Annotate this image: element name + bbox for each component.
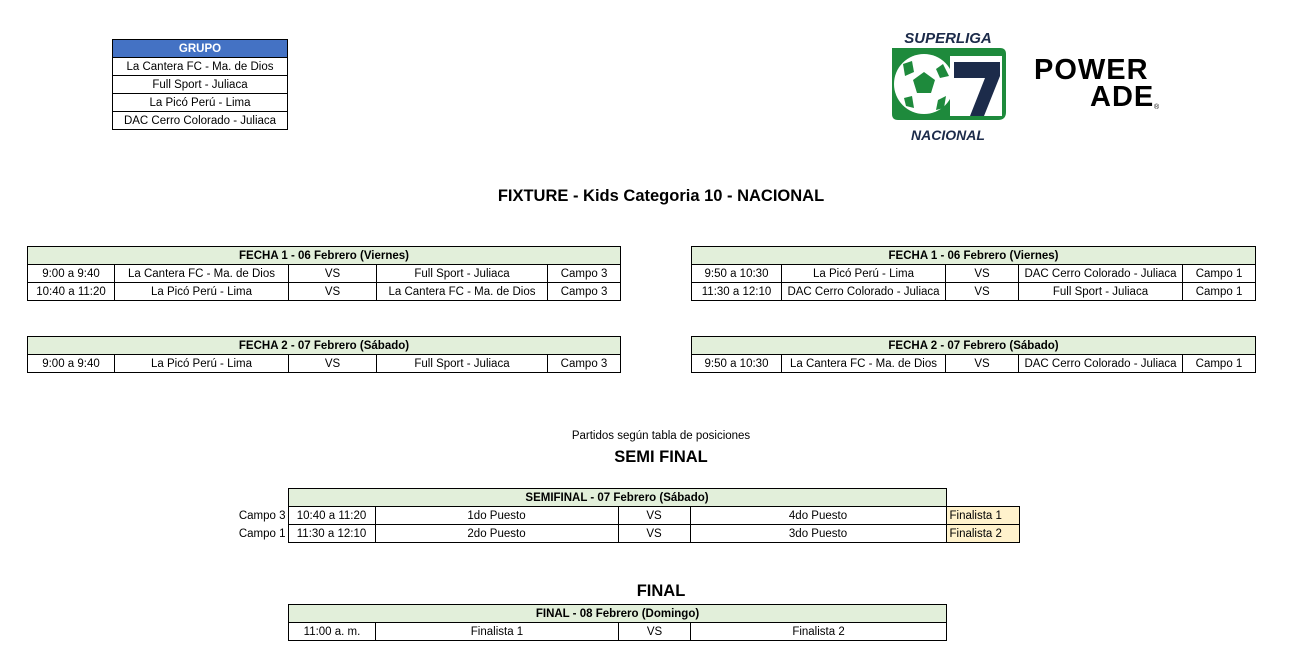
powerade-registered-mark: ® [1154, 104, 1160, 111]
match-time: 11:00 a. m. [289, 623, 376, 641]
away-team: Full Sport - Juliaca [377, 355, 548, 373]
away-team: Full Sport - Juliaca [1019, 283, 1183, 301]
home-team: La Picó Perú - Lima [115, 283, 289, 301]
home-team: La Cantera FC - Ma. de Dios [115, 265, 289, 283]
match-time: 9:50 a 10:30 [692, 265, 782, 283]
vs-label: VS [618, 507, 690, 525]
fixture-header: SEMIFINAL - 07 Febrero (Sábado) [288, 489, 946, 507]
away-team: DAC Cerro Colorado - Juliaca [1019, 355, 1183, 373]
table-row [28, 355, 621, 373]
group-team: DAC Cerro Colorado - Juliaca [113, 112, 288, 130]
powerade-line1: POWER [1034, 54, 1149, 86]
home-team: 2do Puesto [375, 525, 618, 543]
field-label: Campo 1 [238, 527, 286, 540]
field-label: Campo 1 [1183, 283, 1256, 301]
fixture-header: FECHA 2 - 07 Febrero (Sábado) [692, 337, 1256, 355]
away-team: Full Sport - Juliaca [377, 265, 548, 283]
field-label: Campo 1 [1183, 355, 1256, 373]
final-table [288, 604, 947, 641]
fixture-header: FECHA 1 - 06 Febrero (Viernes) [692, 247, 1256, 265]
match-time: 11:30 a 12:10 [288, 525, 375, 543]
finalist-label: Finalista 1 [946, 507, 1019, 525]
vs-label: VS [289, 265, 377, 283]
field-label: Campo 3 [238, 509, 286, 522]
match-time: 9:50 a 10:30 [692, 355, 782, 373]
fixture-table-fecha2-right [691, 336, 1256, 373]
match-time: 9:00 a 9:40 [28, 265, 115, 283]
group-team: La Cantera FC - Ma. de Dios [113, 58, 288, 76]
table-row [692, 265, 1256, 283]
semi-note: Partidos según tabla de posiciones [571, 430, 751, 442]
table-row [289, 623, 947, 641]
fixture-table-fecha2-left [27, 336, 621, 373]
vs-label: VS [618, 525, 690, 543]
vs-label: VS [289, 355, 377, 373]
finalist-label: Finalista 2 [946, 525, 1019, 543]
fixture-table-fecha1-right [691, 246, 1256, 301]
superliga-logo-graphic [888, 26, 1008, 146]
field-label: Campo 1 [1183, 265, 1256, 283]
home-team: 1do Puesto [375, 507, 618, 525]
group-header: GRUPO [113, 40, 288, 58]
table-row [28, 265, 621, 283]
away-team: 3do Puesto [690, 525, 946, 543]
fixture-header: FINAL - 08 Febrero (Domingo) [289, 605, 947, 623]
table-row [230, 525, 1019, 543]
vs-label: VS [946, 283, 1019, 301]
vs-label: VS [619, 623, 691, 641]
group-team: La Picó Perú - Lima [113, 94, 288, 112]
away-team: La Cantera FC - Ma. de Dios [377, 283, 548, 301]
home-team: DAC Cerro Colorado - Juliaca [782, 283, 946, 301]
powerade-line2: ADE [1090, 81, 1155, 113]
home-team: La Picó Perú - Lima [115, 355, 289, 373]
match-time: 11:30 a 12:10 [692, 283, 782, 301]
superliga-top-text: SUPERLIGA [904, 30, 992, 47]
table-row [692, 355, 1256, 373]
fixture-table-fecha1-left [27, 246, 621, 301]
table-row [230, 507, 1019, 525]
away-team: 4do Puesto [690, 507, 946, 525]
field-label: Campo 3 [548, 355, 621, 373]
final-title: FINAL [636, 582, 686, 600]
away-team: DAC Cerro Colorado - Juliaca [1019, 265, 1183, 283]
match-time: 10:40 a 11:20 [28, 283, 115, 301]
superliga-logo [888, 26, 1008, 146]
powerade-logo [1034, 56, 1164, 116]
fixture-header: FECHA 1 - 06 Febrero (Viernes) [28, 247, 621, 265]
vs-label: VS [946, 265, 1019, 283]
home-team: La Picó Perú - Lima [782, 265, 946, 283]
home-team: La Cantera FC - Ma. de Dios [782, 355, 946, 373]
group-table [112, 39, 288, 130]
away-team: Finalista 2 [691, 623, 947, 641]
vs-label: VS [946, 355, 1019, 373]
page-title: FIXTURE - Kids Categoria 10 - NACIONAL [497, 187, 825, 205]
superliga-bottom-text: NACIONAL [911, 127, 985, 143]
group-team: Full Sport - Juliaca [113, 76, 288, 94]
field-label: Campo 3 [548, 265, 621, 283]
semi-title: SEMI FINAL [614, 448, 708, 466]
table-row [692, 283, 1256, 301]
home-team: Finalista 1 [376, 623, 619, 641]
semifinal-table [230, 488, 1020, 543]
match-time: 9:00 a 9:40 [28, 355, 115, 373]
fixture-header: FECHA 2 - 07 Febrero (Sábado) [28, 337, 621, 355]
table-row [28, 283, 621, 301]
vs-label: VS [289, 283, 377, 301]
match-time: 10:40 a 11:20 [288, 507, 375, 525]
field-label: Campo 3 [548, 283, 621, 301]
